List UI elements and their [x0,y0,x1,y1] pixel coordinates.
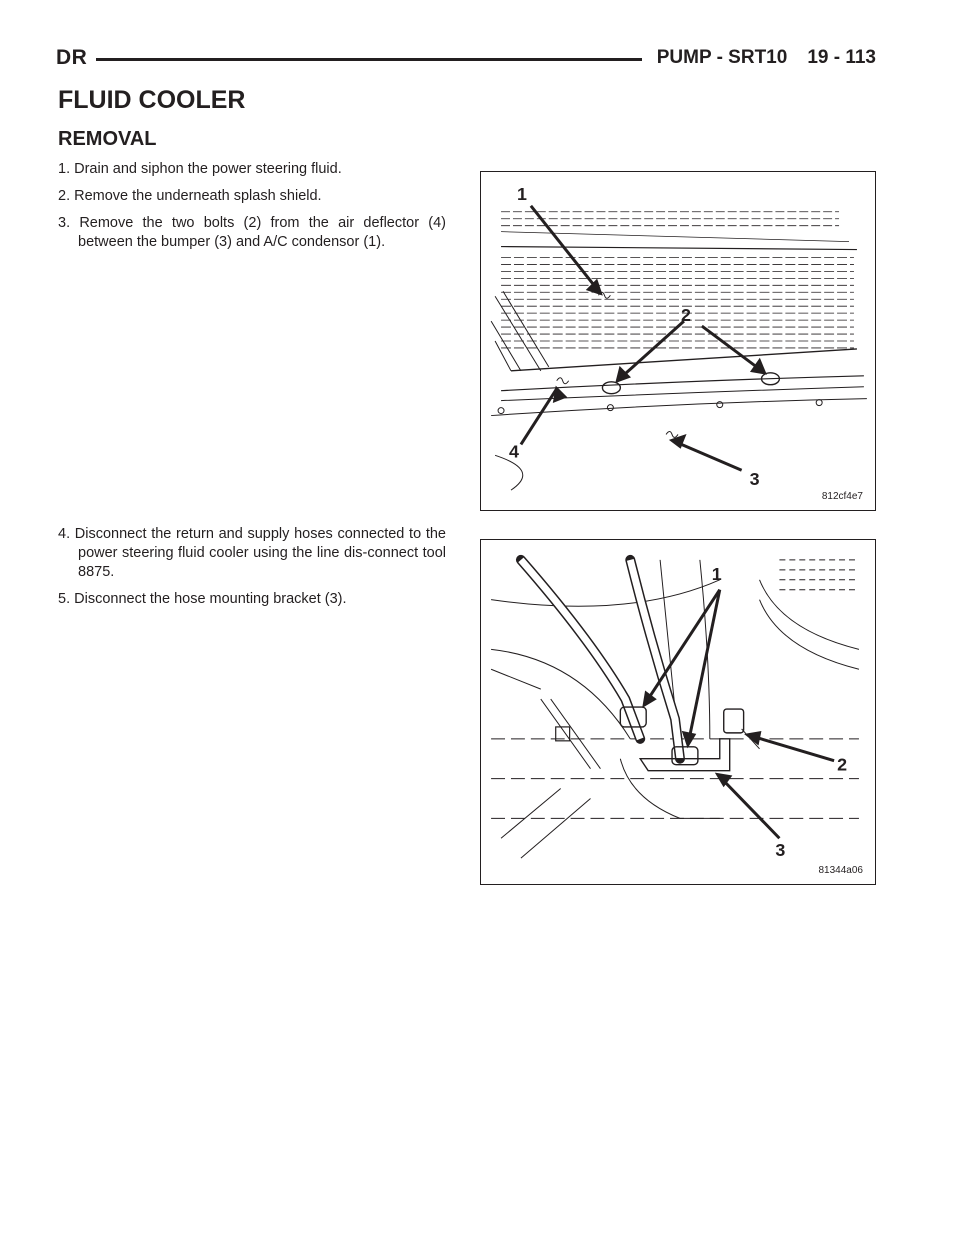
steps-list-2 [58,525,446,617]
header-section-title: PUMP - SRT10 [656,47,788,68]
header-right [657,47,876,69]
callout-2: 2 [680,305,691,326]
figure-id: 812cf4e7 [821,491,863,502]
callout-3: 3 [775,840,786,861]
header-page-number: 19 - 113 [807,47,876,68]
figure-cooler-hoses [480,539,876,885]
callout-4: 4 [509,441,519,462]
callout-3: 3 [749,469,760,490]
page-title: FLUID COOLER [58,86,246,114]
figure-cooler-hoses-illustration [481,540,875,884]
step-5: 5. Disconnect the hose mounting bracket (3). [58,591,347,607]
step-2: 2. Remove the underneath splash shield. [58,188,322,204]
figure-id: 81344a06 [818,865,863,876]
step-4: 4. Disconnect the return and supply hoses connected to the power steering fluid cooler using the line dis-connect tool 8875. [58,526,446,580]
steps-list-1 [58,160,446,260]
figure-air-deflector-illustration [481,172,875,510]
step-3: 3. Remove the two bolts (2) from the air deflector (4) between the bumper (3) and A/C condensor (1). [58,215,446,250]
figure-air-deflector [480,171,876,511]
callout-1: 1 [711,563,722,584]
header-section-code: DR [56,46,88,69]
section-subtitle: REMOVAL [58,128,157,150]
step-1: 1. Drain and siphon the power steering fluid. [58,161,342,177]
header-rule [96,58,642,61]
callout-2: 2 [837,754,848,775]
callout-1: 1 [516,183,527,204]
